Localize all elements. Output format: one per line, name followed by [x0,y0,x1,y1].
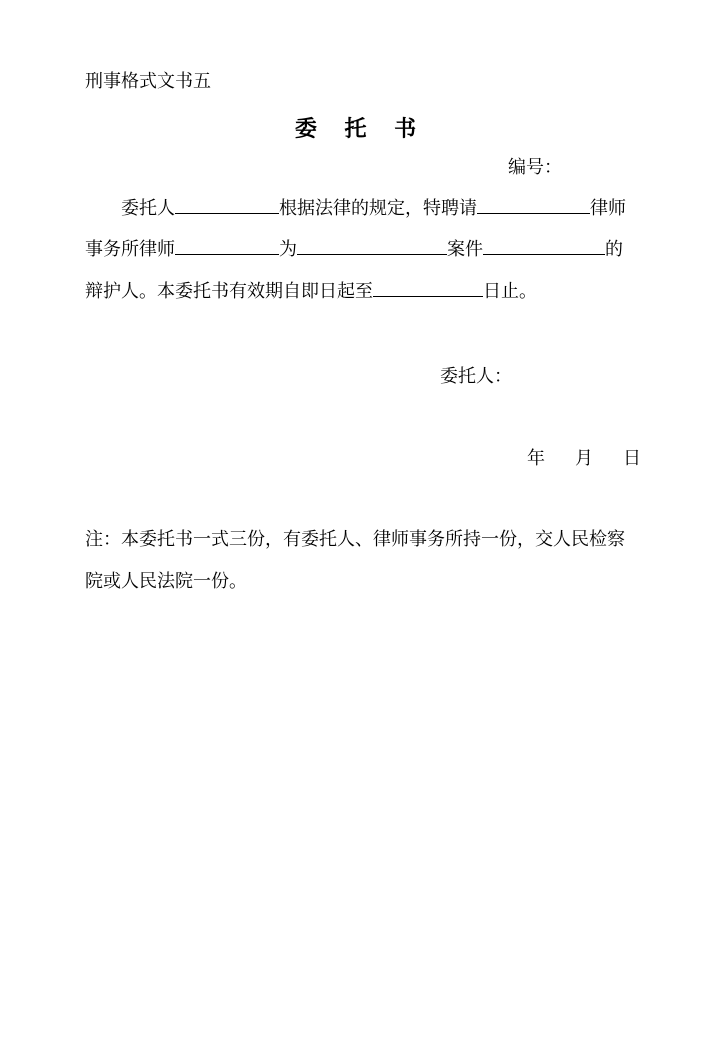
of-text: 的 [605,239,623,260]
case-text: 案件 [447,239,483,260]
document-title: 委 托 书 [294,117,427,142]
for-text: 为 [279,239,297,260]
note-line-2: 院或人民法院一份。 [85,571,247,592]
client-label: 委托人 [121,198,175,219]
law-firm-blank[interactable] [477,195,590,214]
until-text: 日止。 [483,281,537,302]
party-name-blank[interactable] [297,236,447,255]
client-name-blank[interactable] [175,195,279,214]
lawyer-text: 律师 [590,198,626,219]
month-label: 月 [575,448,593,469]
lawyer-name-blank[interactable] [175,236,279,255]
body-line-2 [85,236,640,262]
number-label: 编号： [508,157,562,178]
note-line-1: 注：本委托书一式三份，有委托人、律师事务所持一份，交人民检察 [85,529,625,550]
end-date-blank[interactable] [373,278,483,297]
year-label: 年 [527,448,545,469]
body-line-1 [85,195,640,221]
firm-lawyer-text: 事务所律师 [85,239,175,260]
body-line-3 [85,278,640,304]
day-label: 日 [623,448,641,469]
date-row [527,444,641,470]
case-name-blank[interactable] [483,236,605,255]
signature-label: 委托人： [440,366,512,387]
form-type-label: 刑事格式文书五 [85,71,211,92]
hire-text: 根据法律的规定，特聘请 [279,198,477,219]
validity-text: 辩护人。本委托书有效期自即日起至 [85,281,373,302]
